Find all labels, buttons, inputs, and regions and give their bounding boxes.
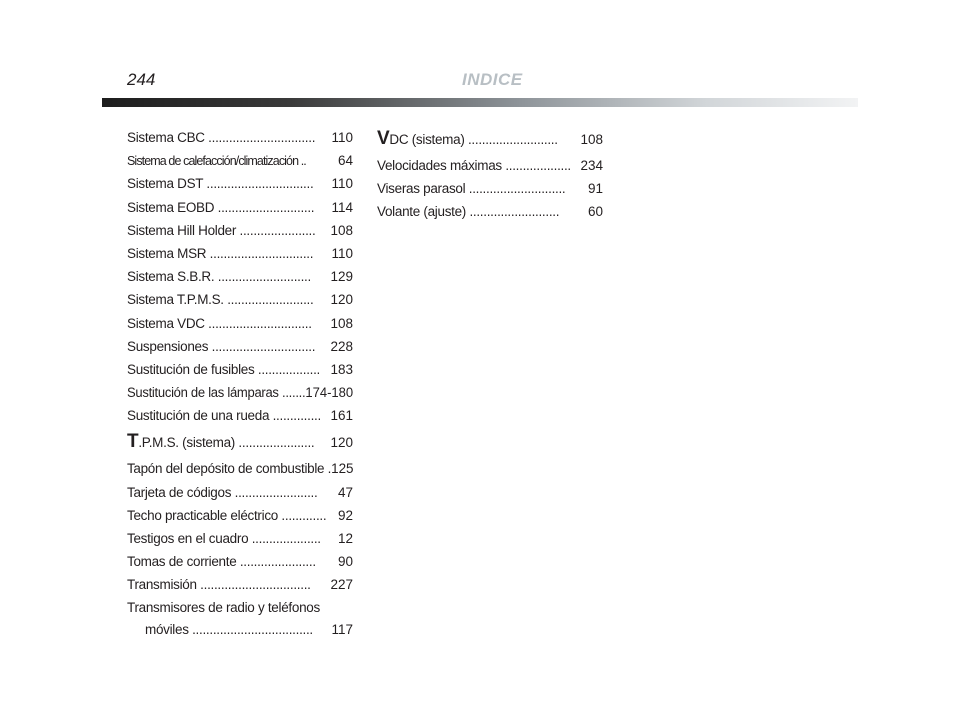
index-entry bbox=[127, 550, 353, 573]
section-initial: T bbox=[127, 431, 139, 453]
entry-page: 12 bbox=[337, 531, 353, 546]
entry-label: Sustitución de las lámparas ....... bbox=[127, 385, 306, 401]
index-entry bbox=[127, 404, 353, 427]
entry-label: Sistema MSR .............................. bbox=[127, 245, 314, 261]
entry-page: 90 bbox=[337, 554, 353, 570]
entry-page: 117 bbox=[331, 621, 353, 637]
entry-page: 228 bbox=[330, 338, 353, 354]
section-initial: V bbox=[377, 128, 390, 149]
entry-page: 120 bbox=[330, 435, 353, 451]
entry-label: Suspensiones .............................. bbox=[127, 338, 316, 354]
index-entry bbox=[127, 242, 353, 265]
entry-label: Sistema S.B.R. ........................... bbox=[127, 269, 311, 285]
entry-page: 129 bbox=[330, 269, 353, 285]
index-entry bbox=[127, 504, 353, 527]
entry-label: Tomas de corriente ...................... bbox=[127, 554, 316, 570]
index-entry bbox=[127, 149, 353, 172]
entry-page: 114 bbox=[331, 199, 353, 215]
entry-page: 91 bbox=[587, 181, 603, 197]
section-title: INDICE bbox=[462, 70, 523, 89]
index-entry bbox=[127, 527, 353, 550]
entry-label-continued: móviles ................................... bbox=[145, 621, 313, 637]
index-entry bbox=[377, 126, 603, 154]
index-entry bbox=[127, 597, 353, 641]
entry-label: Sistema T.P.M.S. ......................... bbox=[127, 292, 314, 308]
entry-label bbox=[377, 126, 558, 154]
entry-page: 108 bbox=[580, 132, 603, 147]
entry-label: Sistema CBC ............................... bbox=[127, 130, 316, 145]
entry-label: Tarjeta de códigos ........................ bbox=[127, 484, 318, 500]
index-entry bbox=[127, 288, 353, 311]
index-entry bbox=[127, 481, 353, 504]
entry-label: Sustitución de una rueda .............. bbox=[127, 408, 321, 424]
entry-page: 92 bbox=[337, 507, 353, 523]
entry-page: 110 bbox=[331, 176, 353, 192]
index-column-left bbox=[127, 126, 353, 641]
entry-page: 108 bbox=[330, 315, 353, 331]
entry-page: 161 bbox=[330, 408, 353, 424]
index-entry bbox=[127, 126, 353, 149]
index-entry bbox=[127, 265, 353, 288]
index-column-right bbox=[377, 126, 603, 224]
entry-page: 183 bbox=[330, 361, 353, 377]
index-entry bbox=[377, 200, 603, 223]
index-entry bbox=[127, 219, 353, 242]
index-entry bbox=[127, 573, 353, 596]
header-rule bbox=[102, 98, 858, 107]
entry-page: 227 bbox=[330, 577, 353, 593]
entry-label: Sistema Hill Holder ...................... bbox=[127, 222, 316, 238]
entry-label: Sistema de calefacción/climatización .. bbox=[127, 154, 306, 169]
index-entry bbox=[127, 381, 353, 404]
entry-label-rest: DC (sistema) .......................... bbox=[389, 132, 558, 147]
entry-page: 64 bbox=[337, 153, 353, 169]
entry-page: 60 bbox=[587, 204, 603, 220]
entry-page: 110 bbox=[331, 130, 353, 145]
index-entry bbox=[127, 429, 353, 457]
entry-page: 125 bbox=[331, 461, 354, 477]
entry-label: Volante (ajuste) .......................... bbox=[377, 204, 560, 220]
index-entry bbox=[127, 312, 353, 335]
index-entry bbox=[127, 335, 353, 358]
entry-label: Sustitución de fusibles .................. bbox=[127, 361, 320, 377]
index-entry bbox=[127, 358, 353, 381]
entry-page: 174-180 bbox=[305, 385, 354, 401]
entry-page: 120 bbox=[330, 292, 353, 308]
index-entry bbox=[127, 457, 353, 480]
index-entry bbox=[127, 196, 353, 219]
entry-page: 47 bbox=[337, 484, 353, 500]
entry-label: Transmisión ................................ bbox=[127, 577, 311, 593]
entry-page: 108 bbox=[330, 222, 353, 238]
entry-label: Sistema VDC .............................. bbox=[127, 315, 312, 331]
entry-page: 110 bbox=[331, 245, 353, 261]
page-number: 244 bbox=[127, 70, 156, 89]
index-entry bbox=[377, 154, 603, 177]
entry-label: Tapón del depósito de combustible . bbox=[127, 461, 332, 477]
entry-label: Techo practicable eléctrico ............. bbox=[127, 507, 327, 523]
entry-page: 234 bbox=[580, 158, 603, 173]
entry-label: Transmisores de radio y teléfonos bbox=[127, 599, 320, 615]
entry-label: Sistema EOBD ............................ bbox=[127, 199, 315, 215]
entry-label: Velocidades máximas ................... bbox=[377, 158, 571, 173]
index-entry bbox=[377, 177, 603, 200]
entry-label-rest: .P.M.S. (sistema) ...................... bbox=[138, 435, 315, 451]
entry-label: Sistema DST ............................... bbox=[127, 176, 314, 192]
index-entry bbox=[127, 172, 353, 195]
entry-label: Viseras parasol ............................ bbox=[377, 181, 566, 197]
entry-label: Testigos en el cuadro .................... bbox=[127, 531, 321, 546]
entry-label bbox=[127, 429, 314, 457]
entry-continuation bbox=[127, 619, 353, 641]
